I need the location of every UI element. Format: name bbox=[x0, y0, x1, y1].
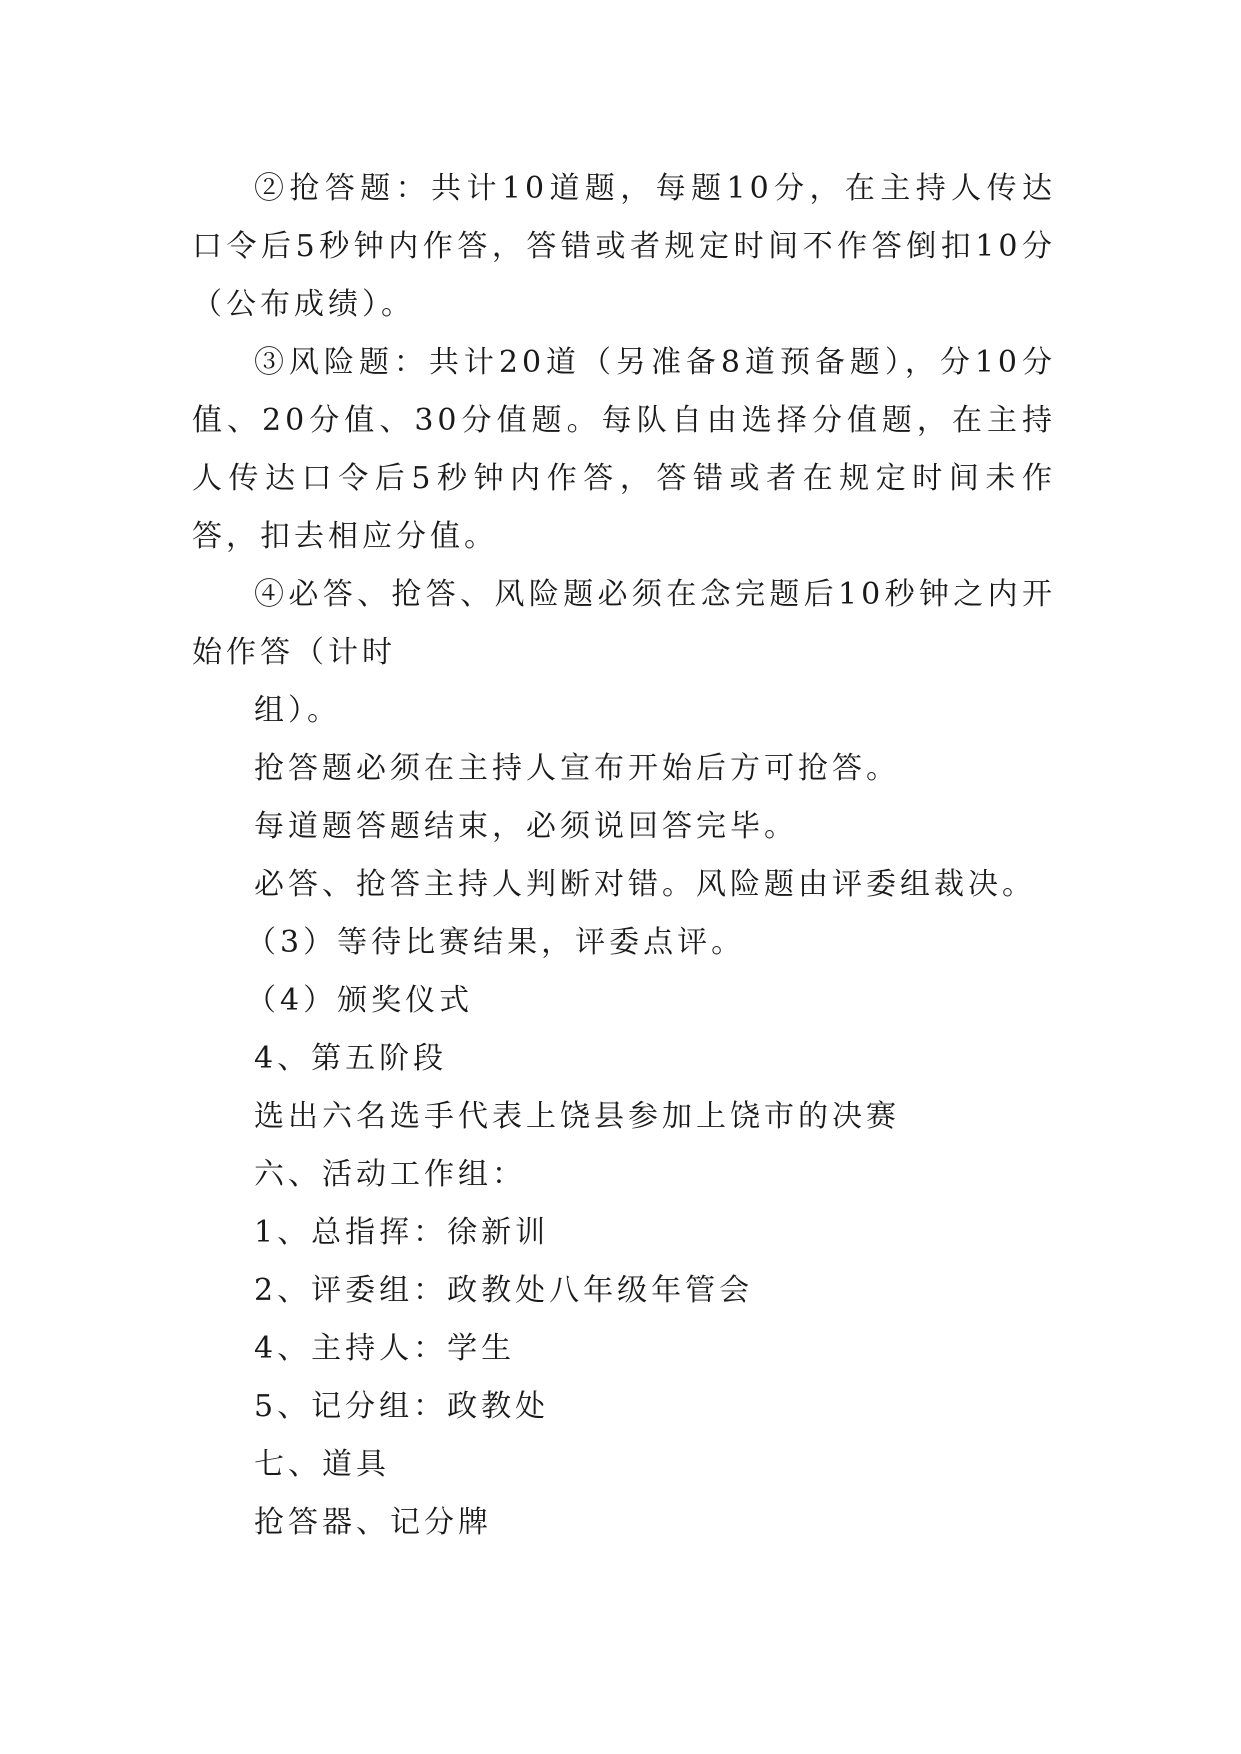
text-line-wait-results: （3）等待比赛结果，评委点评。 bbox=[246, 925, 746, 960]
text-line-host: 4、主持人：学生 bbox=[254, 1331, 516, 1366]
text-line-rush-rule: 抢答题必须在主持人宣布开始后方可抢答。 bbox=[254, 751, 900, 786]
paragraph-risk-questions: ③风险题：共计20道（另准备8道预备题），分10分值、20分值、30分值题。每队自由选择分值题，在主持人传达口令后5秒钟内作答，答错或者在规定时间未作答，扣去相应分值。 bbox=[192, 345, 1056, 554]
text-line-commander: 1、总指挥：徐新训 bbox=[254, 1215, 550, 1250]
paragraph-answer-timing: ④必答、抢答、风险题必须在念完题后10秒钟之内开始作答（计时 bbox=[192, 577, 1056, 670]
text-line-answer-end-rule: 每道题答题结束，必须说回答完毕。 bbox=[254, 809, 798, 844]
text-line-judges: 2、评委组：政教处八年级年管会 bbox=[254, 1273, 754, 1308]
heading-props: 七、道具 bbox=[254, 1447, 390, 1482]
text-line-scorekeepers: 5、记分组：政教处 bbox=[254, 1389, 550, 1424]
text-line-judging-rule: 必答、抢答主持人判断对错。风险题由评委组裁决。 bbox=[254, 867, 1036, 902]
heading-work-group: 六、活动工作组： bbox=[254, 1157, 526, 1192]
text-line-award-ceremony: （4）颁奖仪式 bbox=[246, 983, 474, 1018]
text-line-props-list: 抢答器、记分牌 bbox=[254, 1505, 492, 1540]
text-line-select-finalists: 选出六名选手代表上饶县参加上饶市的决赛 bbox=[254, 1099, 900, 1134]
document-body bbox=[192, 160, 1056, 1552]
heading-stage-five: 4、第五阶段 bbox=[254, 1041, 448, 1076]
paragraph-rush-questions: ②抢答题：共计10道题，每题10分，在主持人传达口令后5秒钟内作答，答错或者规定时间不作答倒扣10分（公布成绩）。 bbox=[192, 171, 1056, 322]
text-line-timing-group: 组）。 bbox=[254, 693, 341, 728]
